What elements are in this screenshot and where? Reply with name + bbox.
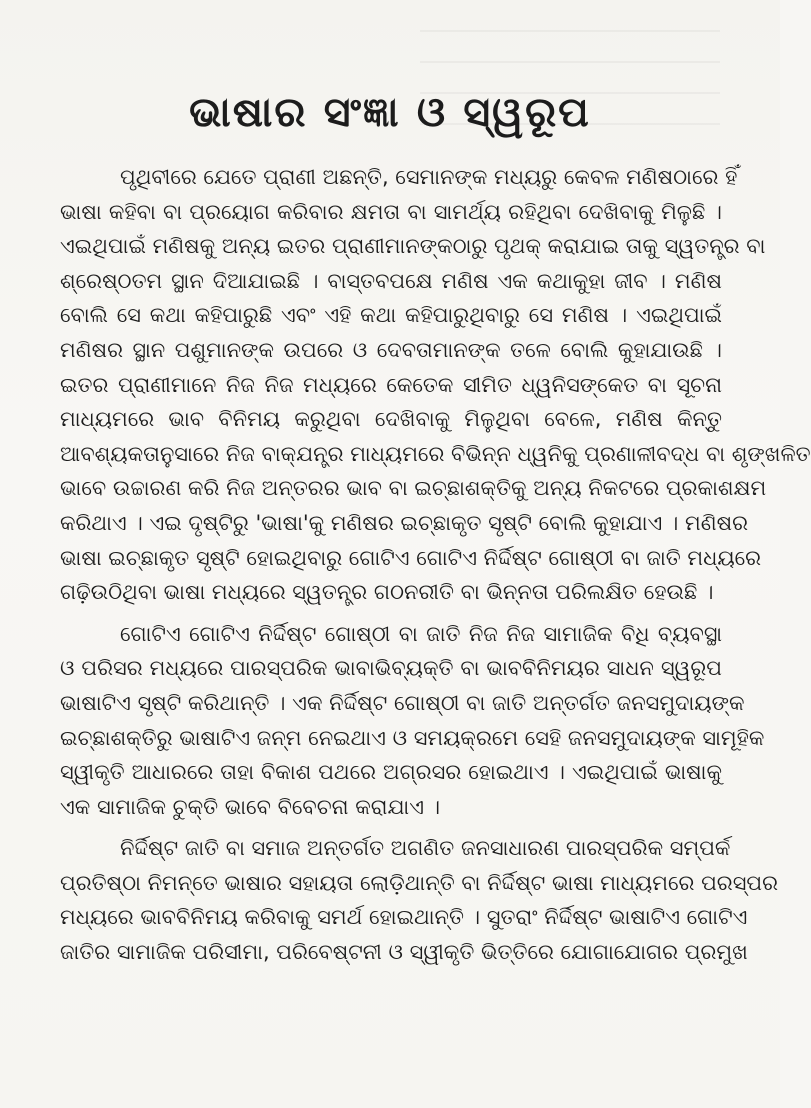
text-line: ଜାତିର ସାମାଜିକ ପରିସୀମା, ପରିବେଷ୍ଟନୀ ଓ ସ୍ୱୀକୃତି ଭିତ୍ତିରେ ଯୋଗାଯୋଗର ପ୍ରମୁଖ [60,940,748,965]
text-line: ଭାଷା କହିବା ବା ପ୍ରୟୋଗ କରିବାର କ୍ଷମତା ବା ସାମର୍ଥ୍ୟ ରହିଥିବା ଦେଖିବାକୁ ମିଳୁଛି । [60,199,722,224]
text-line: ମାଧ୍ୟମରେ ଭାବ ବିନିମୟ କରୁଥିବା ଦେଖିବାକୁ ମିଳୁଥିବା ବେଳେ, ମଣିଷ କିନ୍ତୁ [60,407,722,432]
text-line: ମଧ୍ୟରେ ଭାବବିନିମୟ କରିବାକୁ ସମର୍ଥ ହୋଇଥାନ୍ତି । ସୁତରାଂ ନିର୍ଦ୍ଦିଷ୍ଟ ଭାଷାଟିଏ ଗୋଟିଏ [60,905,748,930]
text-line: କରିଥାଏ । ଏଇ ଦୃଷ୍ଟିରୁ 'ଭାଷା'କୁ ମଣିଷର ଇଚ୍ଛାକୃତ ସୃଷ୍ଟି ବୋଲି କୁହାଯାଏ । ମଣିଷର [60,510,749,535]
text-line: ଗୋଟିଏ ଗୋଟିଏ ନିର୍ଦ୍ଦିଷ୍ଟ ଗୋଷ୍ଠୀ ବା ଜାତି ନିଜ ନିଜ ସାମାଜିକ ବିଧି ବ୍ୟବସ୍ଥା [120,621,722,646]
text-line: ଓ ପରିସର ମଧ୍ୟରେ ପାରସ୍ପରିକ ଭାବାଭିବ୍ୟକ୍ତି ବା ଭାବବିନିମୟର ସାଧନ ସ୍ୱରୂପ [60,656,722,681]
text-line: ପ୍ରତିଷ୍ଠା ନିମନ୍ତେ ଭାଷାର ସହାୟତା ଲୋଡ଼ିଥାନ୍ତି ବା ନିର୍ଦ୍ଦିଷ୍ଟ ଭାଷା ମାଧ୍ୟମରେ ପରସ୍ପର [60,870,779,895]
text-line: ନିର୍ଦ୍ଦିଷ୍ଟ ଜାତି ବା ସମାଜ ଅନ୍ତର୍ଗତ ଅଗଣିତ ଜନସାଧାରଣ ପାରସ୍ପରିକ ସମ୍ପର୍କ [120,836,731,861]
body-text [60,160,811,977]
text-line: ଇତର ପ୍ରାଣୀମାନେ ନିଜ ନିଜ ମଧ୍ୟରେ କେତେକ ସୀମିତ ଧ୍ୱନିସଙ୍କେତ ବା ସୂଚନା [60,372,722,397]
text-line: ମଣିଷର ସ୍ଥାନ ପଶୁମାନଙ୍କ ଉପରେ ଓ ଦେବତାମାନଙ୍କ ତଳେ ବୋଲି କୁହାଯାଉଛି । [60,337,722,362]
paragraph-3 [60,831,779,969]
text-line: ଶ୍ରେଷ୍ଠତମ ସ୍ଥାନ ଦିଆଯାଇଛି । ବାସ୍ତବପକ୍ଷେ ମଣିଷ ଏକ କଥାକୁହା ଜୀବ । ମଣିଷ [60,268,722,293]
text-line: ଏଇଥିପାଇଁ ମଣିଷକୁ ଅନ୍ୟ ଇତର ପ୍ରାଣୀମାନଙ୍କଠାରୁ ପୃଥକ୍ କରାଯାଇ ତାକୁ ସ୍ୱତନ୍ତ୍ର ବା [60,234,766,259]
text-line: ଭାବେ ଉଚ୍ଚାରଣ କରି ନିଜ ଅନ୍ତରର ଭାବ ବା ଇଚ୍ଛାଶକ୍ତିକୁ ଅନ୍ୟ ନିକଟରେ ପ୍ରକାଶକ୍ଷମ [60,476,767,501]
text-line: ଭାଷା ଇଚ୍ଛାକୃତ ସୃଷ୍ଟି ହୋଇଥିବାରୁ ଗୋଟିଏ ଗୋଟିଏ ନିର୍ଦ୍ଦିଷ୍ଟ ଗୋଷ୍ଠୀ ବା ଜାତି ମଧ୍ୟରେ [60,545,762,570]
paragraph-1 [60,160,811,610]
text-line: ଭାଷାଟିଏ ସୃଷ୍ଟି କରିଥାନ୍ତି । ଏକ ନିର୍ଦ୍ଦିଷ୍ଟ ଗୋଷ୍ଠୀ ବା ଜାତି ଅନ୍ତର୍ଗତ ଜନସମୁଦାୟଙ୍କ [60,690,745,715]
text-line: ଆବଶ୍ୟକତାନୁସାରେ ନିଜ ବାକ୍‌ଯନ୍ତ୍ର ମାଧ୍ୟମରେ ବିଭିନ୍ନ ଧ୍ୱନିକୁ ପ୍ରଣାଳୀବଦ୍ଧ ବା ଶୃଙ୍ଖଳିତ [60,441,811,466]
text-line: ପୃଥିବୀରେ ଯେତେ ପ୍ରାଣୀ ଅଛନ୍ତି, ସେମାନଙ୍କ ମଧ୍ୟରୁ କେବଳ ମଣିଷଠାରେ ହିଁ [120,165,738,189]
paragraph-2 [60,617,765,825]
page-title: ଭାଷାର ସଂଜ୍ଞା ଓ ସ୍ୱରୂପ [189,88,591,136]
text-line: ଇଚ୍ଛାଶକ୍ତିରୁ ଭାଷାଟିଏ ଜନ୍ମ ନେଇଥାଏ ଓ ସମୟକ୍ରମେ ସେହି ଜନସମୁଦାୟଙ୍କ ସାମୂହିକ [60,725,765,750]
text-line: ଏକ ସାମାଜିକ ଚୁକ୍ତି ଭାବେ ବିବେଚନା କରାଯାଏ । [60,794,441,819]
text-line: ବୋଲି ସେ କଥା କହିପାରୁଛି ଏବଂ ଏହି କଥା କହିପାରୁଥିବାରୁ ସେ ମଣିଷ । ଏଇଥିପାଇଁ [60,303,722,328]
text-line: ସ୍ୱୀକୃତି ଆଧାରରେ ତାହା ବିକାଶ ପଥରେ ଅଗ୍ରସର ହୋଇଥାଏ । ଏଇଥିପାଇଁ ଭାଷାକୁ [60,760,722,785]
text-line: ଗଢ଼ିଉଠିଥିବା ଭାଷା ମଧ୍ୟରେ ସ୍ୱତନ୍ତ୍ର ଗଠନରୀତି ବା ଭିନ୍ନତା ପରିଲକ୍ଷିତ ହେଉଛି । [60,580,714,605]
